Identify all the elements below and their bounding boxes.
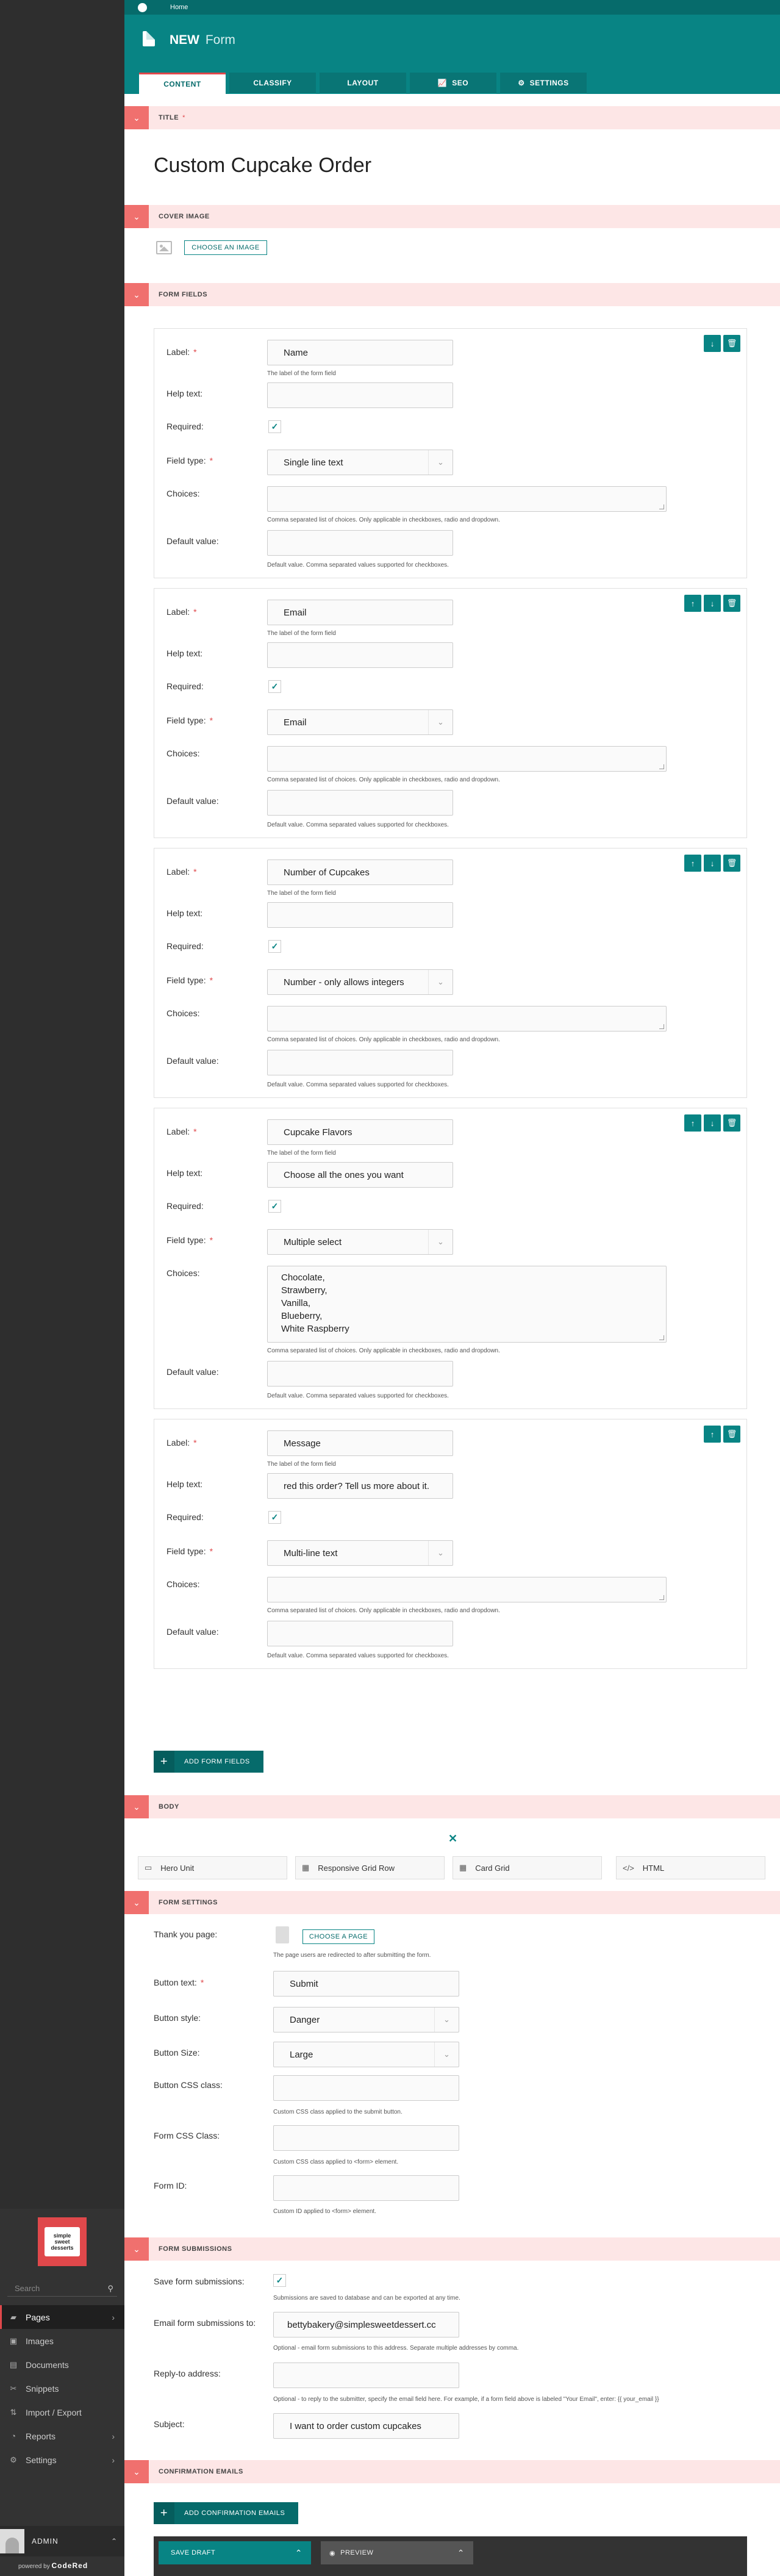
field-default-label: Default value: <box>166 536 219 546</box>
field-choices-textarea[interactable] <box>267 746 667 772</box>
field-label-label: Label: * <box>166 867 197 877</box>
chevron-up-icon: ⌃ <box>110 2537 117 2546</box>
field-default-input[interactable] <box>267 530 453 556</box>
chevron-down-icon: ⌄ <box>428 710 453 734</box>
field-label-label: Label: * <box>166 1127 197 1136</box>
sidebar-item-label: Pages <box>26 2312 50 2322</box>
user-menu[interactable] <box>0 2526 124 2556</box>
field-help-text-input[interactable] <box>267 902 453 928</box>
field-label-label: Label: * <box>166 607 197 617</box>
plus-icon: + <box>154 2502 174 2524</box>
settings-icon: ⚙ <box>10 2455 17 2464</box>
chevron-down-icon: ⌄ <box>428 970 453 994</box>
choose-page-button[interactable]: CHOOSE A PAGE <box>302 1929 374 1944</box>
field-choices-textarea[interactable] <box>267 486 667 512</box>
sidebar-item-import-export[interactable] <box>0 2400 124 2424</box>
button-text-input[interactable]: Submit <box>273 1971 459 1997</box>
sidebar-item-label: Settings <box>26 2455 57 2465</box>
document-icon <box>143 31 155 46</box>
field-type-select[interactable]: Multi-line text ⌄ <box>267 1540 453 1566</box>
globe-icon[interactable] <box>138 3 147 12</box>
field-default-input[interactable] <box>267 1361 453 1387</box>
chevron-right-icon: › <box>112 2455 115 2465</box>
gear-icon: ⚙ <box>518 79 525 87</box>
button-size-select[interactable]: Large ⌄ <box>273 2042 459 2067</box>
powered-by: powered by CodeRed <box>18 2561 88 2570</box>
field-choices-label: Choices: <box>166 1579 200 1589</box>
move-down-icon[interactable]: ↓ <box>704 335 721 352</box>
form-field-card: ↑ ↓ 🗑 Label: * Number of Cupcakes The label of the form field Help text: Required: ✓ Field type: * Number - only allows integers ⌄ Choices: Comma separated list of choices. Only applicable in checkboxes, radio and dropdown. Default value: Default value. Comma separated values supported for checkboxes. <box>154 848 747 1098</box>
button-size-label: Button Size: <box>154 2048 200 2058</box>
field-required-label: Required: <box>166 1201 204 1211</box>
sidebar-item-settings[interactable] <box>0 2448 124 2472</box>
move-down-icon[interactable]: ↓ <box>704 1114 721 1132</box>
button-style-select[interactable]: Danger ⌄ <box>273 2007 459 2032</box>
field-required-checkbox[interactable]: ✓ <box>268 1200 281 1213</box>
form-field-card: ↑ 🗑 Label: * Message The label of the form field Help text: red this order? Tell us more about it. Required: ✓ Field type: * Multi-line text ⌄ Choices: Comma separated list of choices. Only applicable in checkboxes, radio and dropdown. Default value: Default value. Comma separated values supported for checkboxes. <box>154 1419 747 1669</box>
grid-row-icon: ▦ <box>302 1863 310 1872</box>
sidebar-menu <box>0 2209 124 2576</box>
field-help-text-label: Help text: <box>166 648 203 658</box>
field-actions <box>701 1426 740 1443</box>
delete-icon[interactable]: 🗑 <box>723 335 740 352</box>
field-type-label: Field type: * <box>166 1235 213 1245</box>
images-icon: ▣ <box>9 2336 18 2345</box>
form-field-card: ↓ 🗑 Label: * Name The label of the form field Help text: Required: ✓ Field type: * Single line text ⌄ Choices: Comma separated list of choices. Only applicable in checkboxes, radio and dropdown. Default value: Default value. Comma separated values supported for checkboxes. <box>154 328 747 578</box>
sidebar-item-label: Images <box>26 2336 54 2346</box>
documents-icon: ▤ <box>9 2359 18 2369</box>
field-type-label: Field type: * <box>166 716 213 725</box>
field-type-select[interactable]: Number - only allows integers ⌄ <box>267 969 453 995</box>
field-required-label: Required: <box>166 422 204 431</box>
image-placeholder-icon <box>156 241 172 254</box>
field-default-label: Default value: <box>166 1056 219 1066</box>
action-footer <box>154 2536 747 2576</box>
sidebar <box>0 0 124 2576</box>
tab-seo[interactable]: 📈 SEO <box>410 73 496 94</box>
field-choices-label: Choices: <box>166 489 200 498</box>
field-label-input[interactable]: Name <box>267 340 453 365</box>
form-field-card: ↑ ↓ 🗑 Label: * Cupcake Flavors The label of the form field Help text: Choose all the ones you want Required: ✓ Field type: * Multiple select ⌄ Choices: Chocolate, Strawberry, Vanilla, Blueberry, White Raspberry Comma separated list of choices. Only applicable in checkboxes, radio and dropdown. Default value: Default value. Comma separated values supported for checkboxes. <box>154 1108 747 1409</box>
section-confirmation-emails[interactable]: ⌄ CONFIRMATION EMAILS <box>124 2460 780 2483</box>
button-text-label: Button text: * <box>154 1978 204 1987</box>
tab-settings[interactable]: ⚙ SETTINGS <box>500 73 587 94</box>
field-help-text-input[interactable] <box>267 382 453 408</box>
sidebar-nav <box>0 2305 124 2472</box>
sidebar-item-label: Import / Export <box>26 2407 82 2417</box>
page-title: NEW Form <box>170 33 235 47</box>
chevron-up-icon[interactable]: ⌃ <box>295 2547 302 2558</box>
chevron-down-icon[interactable]: ⌄ <box>124 106 149 129</box>
choose-image-button[interactable]: CHOOSE AN IMAGE <box>184 240 267 255</box>
save-draft-button[interactable]: SAVE DRAFT ⌃ <box>159 2541 311 2564</box>
snippets-icon: ✂ <box>10 2383 17 2393</box>
codered-logo: CodeRed <box>51 2561 88 2570</box>
hero-unit-icon: ▭ <box>145 1863 152 1872</box>
field-choices-textarea[interactable] <box>267 1006 667 1031</box>
field-help-text-label: Help text: <box>166 1168 203 1178</box>
field-default-label: Default value: <box>166 1627 219 1637</box>
tab-layout[interactable]: LAYOUT <box>320 73 406 94</box>
page-icon <box>276 1926 289 1943</box>
field-choices-textarea[interactable] <box>267 1577 667 1602</box>
form-id-label: Form ID: <box>154 2181 187 2190</box>
form-id-input[interactable] <box>273 2175 459 2201</box>
title-input[interactable]: Custom Cupcake Order <box>154 154 372 177</box>
chart-icon: 📈 <box>437 79 448 87</box>
avatar <box>0 2529 24 2553</box>
field-type-label: Field type: * <box>166 1546 213 1556</box>
delete-icon[interactable]: 🗑 <box>723 595 740 612</box>
import-export-icon: ⇅ <box>10 2407 17 2417</box>
field-type-select[interactable]: Multiple select ⌄ <box>267 1229 453 1255</box>
section-form-fields[interactable]: ⌄ FORM FIELDS <box>124 283 780 306</box>
delete-icon[interactable]: 🗑 <box>723 855 740 872</box>
field-type-select[interactable]: Email ⌄ <box>267 709 453 735</box>
chevron-down-icon: ⌄ <box>428 1230 453 1254</box>
field-default-label: Default value: <box>166 1367 219 1377</box>
close-icon[interactable]: ✕ <box>448 1832 458 1845</box>
reply-to-input[interactable] <box>273 2363 459 2388</box>
move-up-icon[interactable]: ↑ <box>684 1114 701 1132</box>
chevron-right-icon: › <box>112 2312 115 2322</box>
section-title[interactable]: ⌄ TITLE * <box>124 106 780 129</box>
sidebar-item-documents[interactable] <box>0 2353 124 2377</box>
sidebar-item-images[interactable] <box>0 2329 124 2353</box>
site-logo[interactable] <box>38 2217 87 2266</box>
tab-bar <box>139 73 590 94</box>
reply-to-label: Reply-to address: <box>154 2369 221 2378</box>
code-icon: </> <box>623 1863 634 1873</box>
block-hero-unit[interactable]: ▭ Hero Unit <box>138 1856 287 1879</box>
sidebar-item-reports[interactable] <box>0 2424 124 2448</box>
plus-icon: + <box>154 1751 174 1773</box>
tab-content[interactable]: CONTENT <box>139 73 226 94</box>
field-choices-label: Choices: <box>166 748 200 758</box>
field-label-label: Label: * <box>166 347 197 357</box>
thank-you-page-label: Thank you page: <box>154 1929 218 1939</box>
field-default-input[interactable] <box>267 1621 453 1646</box>
subject-input[interactable]: I want to order custom cupcakes <box>273 2413 459 2439</box>
email-submissions-input[interactable]: bettybakery@simplesweetdessert.cc <box>273 2312 459 2337</box>
chevron-down-icon[interactable]: ⌄ <box>124 2460 149 2483</box>
preview-button[interactable]: ◉ PREVIEW ⌃ <box>321 2541 473 2564</box>
chevron-up-icon[interactable]: ⌃ <box>457 2547 465 2558</box>
field-type-select[interactable]: Single line text ⌄ <box>267 450 453 475</box>
sidebar-item-label: Snippets <box>26 2383 59 2394</box>
page-header <box>124 15 780 94</box>
username: ADMIN <box>32 2537 59 2546</box>
chevron-down-icon[interactable]: ⌄ <box>124 283 149 306</box>
sidebar-item-label: Documents <box>26 2359 69 2370</box>
field-help-text-label: Help text: <box>166 1479 203 1489</box>
field-label-input[interactable]: Email <box>267 600 453 625</box>
button-style-label: Button style: <box>154 2013 201 2023</box>
logo-text: simple sweet desserts <box>45 2227 80 2256</box>
field-actions <box>701 335 740 352</box>
field-required-checkbox[interactable]: ✓ <box>268 1511 281 1524</box>
sidebar-search <box>7 2281 117 2297</box>
field-choices-textarea[interactable]: Chocolate, Strawberry, Vanilla, Blueberry, White Raspberry <box>267 1266 667 1343</box>
field-required-checkbox[interactable]: ✓ <box>268 680 281 693</box>
chevron-down-icon[interactable]: ⌄ <box>124 2237 149 2261</box>
section-cover-image[interactable]: ⌄ COVER IMAGE <box>124 205 780 228</box>
pages-icon: ▰ <box>10 2312 16 2322</box>
field-label-input[interactable]: Cupcake Flavors <box>267 1119 453 1145</box>
field-default-input[interactable] <box>267 790 453 816</box>
section-body[interactable]: ⌄ BODY <box>124 1795 780 1818</box>
chevron-down-icon: ⌄ <box>428 450 453 475</box>
field-help-text-label: Help text: <box>166 389 203 398</box>
move-up-icon[interactable]: ↑ <box>684 855 701 872</box>
chevron-down-icon: ⌄ <box>434 2007 459 2032</box>
form-css-label: Form CSS Class: <box>154 2131 220 2140</box>
field-required-label: Required: <box>166 1512 204 1522</box>
field-type-label: Field type: * <box>166 975 213 985</box>
chevron-right-icon: › <box>112 2431 115 2441</box>
add-confirmation-emails-button[interactable]: + ADD CONFIRMATION EMAILS <box>154 2502 298 2524</box>
chevron-down-icon[interactable]: ⌄ <box>124 1891 149 1914</box>
field-required-label: Required: <box>166 941 204 951</box>
field-label-input[interactable]: Message <box>267 1430 453 1456</box>
button-css-input[interactable] <box>273 2075 459 2101</box>
field-default-label: Default value: <box>166 796 219 806</box>
sidebar-item-snippets[interactable] <box>0 2377 124 2400</box>
move-up-icon[interactable]: ↑ <box>704 1426 721 1443</box>
field-actions <box>682 855 740 872</box>
section-form-submissions[interactable]: ⌄ FORM SUBMISSIONS <box>124 2237 780 2261</box>
form-css-input[interactable] <box>273 2125 459 2151</box>
subject-label: Subject: <box>154 2419 185 2429</box>
block-card-grid[interactable]: ▦ Card Grid <box>453 1856 602 1879</box>
reports-icon: ◔ <box>11 2431 16 2441</box>
email-submissions-label: Email form submissions to: <box>154 2318 256 2328</box>
sidebar-item-label: Reports <box>26 2431 56 2441</box>
move-up-icon[interactable]: ↑ <box>684 595 701 612</box>
save-submissions-label: Save form submissions: <box>154 2276 245 2286</box>
section-form-settings[interactable]: ⌄ FORM SETTINGS <box>124 1891 780 1914</box>
field-choices-label: Choices: <box>166 1008 200 1018</box>
field-required-label: Required: <box>166 681 204 691</box>
field-default-input[interactable] <box>267 1050 453 1075</box>
chevron-down-icon[interactable]: ⌄ <box>124 205 149 228</box>
card-grid-icon: ▦ <box>459 1863 467 1872</box>
field-help-text-input[interactable]: Choose all the ones you want <box>267 1162 453 1188</box>
move-down-icon[interactable]: ↓ <box>704 855 721 872</box>
sidebar-item-pages[interactable] <box>0 2305 124 2329</box>
chevron-down-icon: ⌄ <box>434 2042 459 2067</box>
tab-classify[interactable]: CLASSIFY <box>229 73 316 94</box>
field-help-text-label: Help text: <box>166 908 203 918</box>
chevron-down-icon[interactable]: ⌄ <box>124 1795 149 1818</box>
search-icon[interactable]: ⚲ <box>107 2283 113 2293</box>
block-html[interactable]: </> HTML <box>616 1856 765 1879</box>
field-label-label: Label: * <box>166 1438 197 1448</box>
block-responsive-grid-row[interactable]: ▦ Responsive Grid Row <box>295 1856 445 1879</box>
field-choices-label: Choices: <box>166 1268 200 1278</box>
move-down-icon[interactable]: ↓ <box>704 595 721 612</box>
save-submissions-checkbox[interactable]: ✓ <box>273 2274 286 2287</box>
field-actions <box>682 1114 740 1132</box>
delete-icon[interactable]: 🗑 <box>723 1114 740 1132</box>
top-bar <box>124 0 780 15</box>
field-type-label: Field type: * <box>166 456 213 465</box>
delete-icon[interactable]: 🗑 <box>723 1426 740 1443</box>
field-help-text-input[interactable] <box>267 642 453 668</box>
field-required-checkbox[interactable]: ✓ <box>268 420 281 433</box>
field-label-input[interactable]: Number of Cupcakes <box>267 859 453 885</box>
eye-icon: ◉ <box>329 2549 336 2557</box>
search-input[interactable] <box>15 2284 100 2293</box>
breadcrumb-home[interactable]: Home <box>170 4 188 11</box>
button-css-label: Button CSS class: <box>154 2080 223 2090</box>
field-help-text-input[interactable]: red this order? Tell us more about it. <box>267 1473 453 1499</box>
chevron-down-icon: ⌄ <box>428 1541 453 1565</box>
form-field-card: ↑ ↓ 🗑 Label: * Email The label of the form field Help text: Required: ✓ Field type: * Email ⌄ Choices: Comma separated list of choices. Only applicable in checkboxes, radio and dropdown. Default value: Default value. Comma separated values supported for checkboxes. <box>154 588 747 838</box>
add-form-fields-button[interactable]: + ADD FORM FIELDS <box>154 1751 263 1773</box>
field-required-checkbox[interactable]: ✓ <box>268 940 281 953</box>
field-actions <box>682 595 740 612</box>
